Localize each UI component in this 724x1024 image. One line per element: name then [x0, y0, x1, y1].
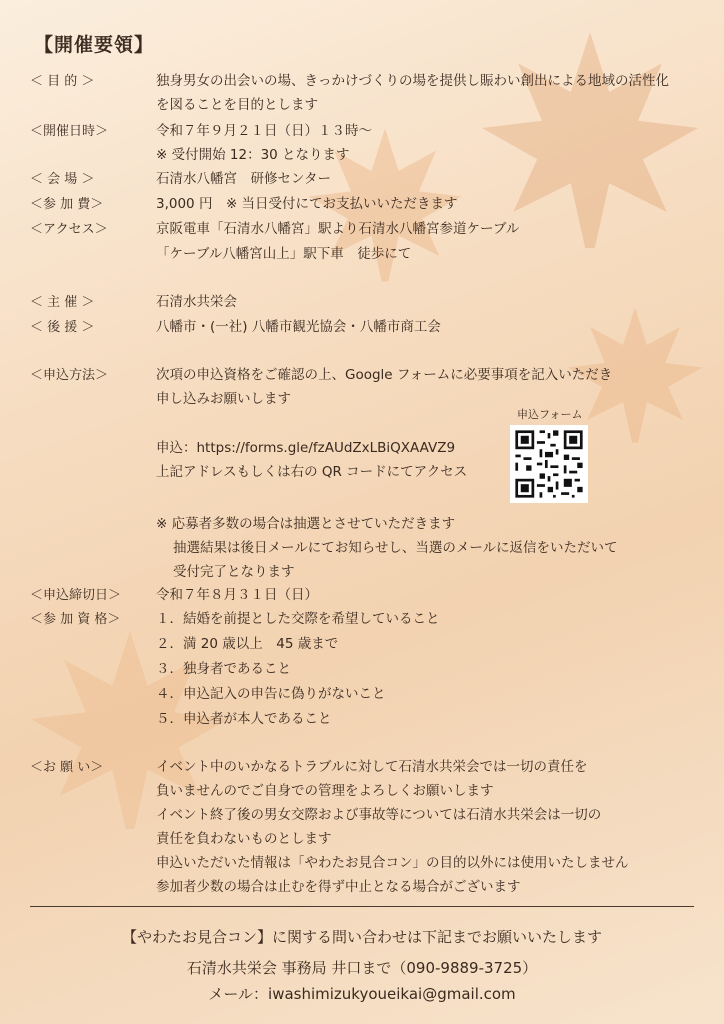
- request-line: イベント終了後の男女交際および事故等については石清水共栄会は一切の: [156, 807, 602, 823]
- page-heading: 【開催要領】: [34, 34, 155, 56]
- date-line: ※ 受付開始 12：30 となります: [156, 147, 350, 163]
- footer-inquiry: 【やわたお見合コン】に関する問い合わせは下記までお願いいたします: [121, 928, 602, 946]
- apply-qr-note: 上記アドレスもしくは右の QR コードにてアクセス: [156, 464, 468, 480]
- apply-url[interactable]: 申込：https://forms.gle/fzAUdZxLBiQXAAVZ9: [156, 440, 456, 456]
- footer-email[interactable]: メール：iwashimizukyoueikai@gmail.com: [208, 985, 516, 1003]
- eligibility-item: ２．満 20 歳以上 45 歳まで: [156, 636, 339, 652]
- label-organizer: ＜ 主 催 ＞: [30, 295, 95, 310]
- request-line: 参加者少数の場合は止むを得ず中止となる場合がございます: [156, 879, 521, 895]
- request-line: 負いませんのでご自身での管理をよろしくお願いします: [156, 783, 494, 799]
- eligibility-item: １．結婚を前提とした交際を希望していること: [156, 611, 440, 627]
- apply-note: ※ 応募者多数の場合は抽選とさせていただきます: [156, 516, 456, 532]
- request-line: 申込いただいた情報は「やわたお見合コン」の目的以外には使用いたしません: [156, 855, 629, 871]
- purpose-line: を図ることを目的とします: [156, 97, 318, 113]
- purpose-line: 独身男女の出会いの場、きっかけづくりの場を提供し賑わい創出による地域の活性化: [156, 73, 669, 89]
- label-access: ＜アクセス＞: [30, 222, 108, 237]
- venue-line: 石清水八幡宮 研修センター: [156, 171, 331, 187]
- label-eligibility: ＜参 加 資 格＞: [30, 612, 121, 627]
- apply-line: 申し込みお願いします: [156, 391, 291, 407]
- qr-label: 申込フォーム: [517, 408, 583, 421]
- eligibility-item: ５．申込者が本人であること: [156, 711, 332, 727]
- label-venue: ＜ 会 場 ＞: [30, 172, 95, 187]
- eligibility-item: ４．申込記入の申告に偽りがないこと: [156, 686, 386, 702]
- fee-line: 3,000 円 ※ 当日受付にてお支払いいただきます: [156, 196, 458, 212]
- footer-divider: [30, 906, 694, 907]
- eligibility-item: ３．独身者であること: [156, 661, 291, 677]
- access-line: 京阪電車「石清水八幡宮」駅より石清水八幡宮参道ケーブル: [156, 221, 520, 237]
- apply-note: 抽選結果は後日メールにてお知らせし、当選のメールに返信をいただいて: [173, 540, 618, 556]
- request-line: イベント中のいかなるトラブルに対して石清水共栄会では一切の責任を: [156, 759, 588, 775]
- apply-line: 次項の申込資格をご確認の上、Google フォームに必要事項を記入いただき: [156, 367, 613, 383]
- qr-code-icon: [510, 425, 588, 503]
- label-purpose: ＜ 目 的 ＞: [30, 74, 95, 89]
- support-line: 八幡市・(一社) 八幡市観光協会・八幡市商工会: [156, 319, 441, 335]
- request-line: 責任を負わないものとします: [156, 831, 332, 847]
- apply-note: 受付完了となります: [173, 564, 295, 580]
- label-fee: ＜参 加 費＞: [30, 197, 104, 212]
- date-line: 令和７年９月２１日（日）１３時～: [156, 123, 372, 139]
- label-support: ＜ 後 援 ＞: [30, 320, 95, 335]
- label-deadline: ＜申込締切日＞: [30, 588, 122, 603]
- organizer-line: 石清水共栄会: [156, 294, 237, 310]
- footer-contact: 石清水共栄会 事務局 井口まで（090-9889-3725）: [186, 959, 538, 977]
- label-date: ＜開催日時＞: [30, 124, 109, 139]
- qr-code[interactable]: [510, 425, 588, 503]
- label-apply: ＜申込方法＞: [30, 368, 109, 383]
- label-request: ＜お 願 い＞: [30, 760, 104, 775]
- deadline-line: 令和７年８月３１日（日）: [156, 587, 318, 603]
- access-line: 「ケーブル八幡宮山上」駅下車 徒歩にて: [156, 246, 412, 262]
